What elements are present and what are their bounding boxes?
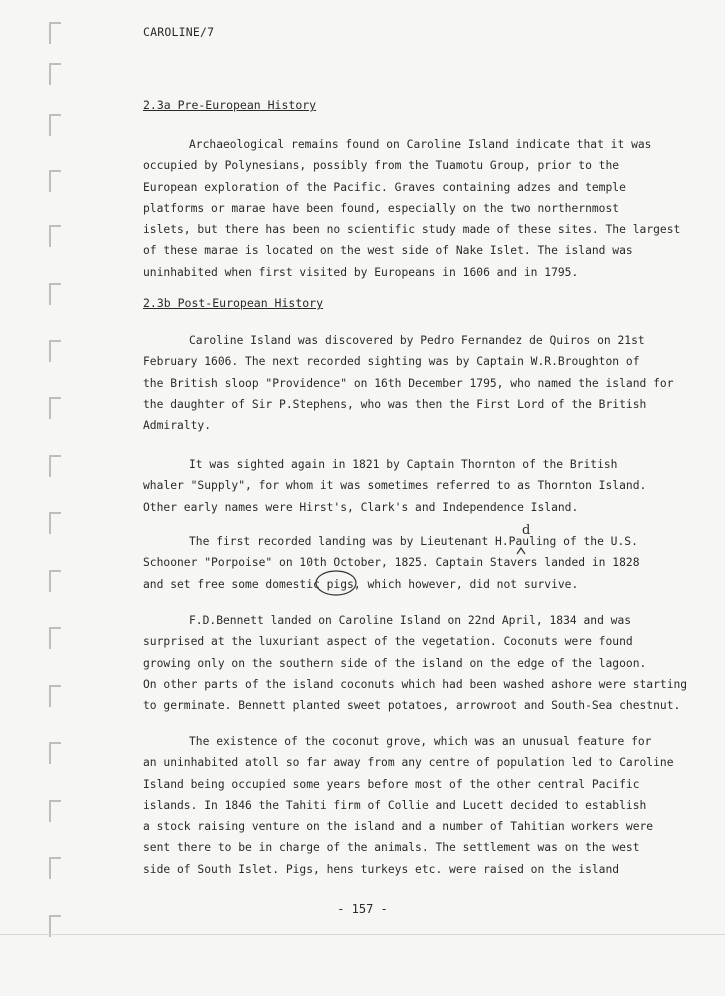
binder-hole-mark (49, 627, 61, 649)
section-heading-pre-european: 2.3a Pre-European History (143, 98, 317, 112)
binder-hole-mark (49, 857, 61, 879)
text-line: sent there to be in charge of the animals. The settlement was on the west (143, 841, 640, 855)
text-line: and set free some domestic pigs, which however, did not survive. (143, 577, 579, 591)
paragraph (143, 330, 678, 436)
binder-hole-mark (49, 114, 61, 136)
text-line: It was sighted again in 1821 by Captain Thornton of the British (189, 458, 618, 471)
binder-hole-mark (49, 742, 61, 764)
binder-hole-mark (49, 340, 61, 362)
paragraph (143, 134, 681, 283)
text-line: Caroline Island was discovered by Pedro Fernandez de Quiros on 21st (189, 334, 645, 347)
binder-hole-mark (49, 685, 61, 707)
paragraph (143, 610, 688, 716)
paragraph (143, 454, 678, 518)
text-line: of these marae is located on the west side of Nake Islet. The island was (143, 244, 633, 258)
text-line: European exploration of the Pacific. Graves containing adzes and temple (143, 180, 626, 194)
binder-hole-mark (49, 397, 61, 419)
binder-hole-mark (49, 570, 61, 592)
text-line: Island being occupied some years before most of the other central Pacific (143, 777, 640, 791)
text-line: The existence of the coconut grove, which was an unusual feature for (189, 735, 652, 748)
caret-icon (516, 547, 526, 555)
text-line: Schooner "Porpoise" on 10th October, 1825. Captain Stavers landed in 1828 (143, 556, 640, 570)
page-header-ref: CAROLINE/7 (143, 25, 215, 39)
text-line: islands. In 1846 the Tahiti firm of Collie and Lucett decided to establish (143, 798, 647, 812)
text-line: On other parts of the island coconuts which had been washed ashore were starting (143, 677, 688, 691)
text-line: to germinate. Bennett planted sweet potatoes, arrowroot and South-Sea chestnut. (143, 699, 681, 713)
binder-hole-mark (49, 22, 61, 44)
circle-annotation-icon (314, 569, 358, 597)
text-line: F.D.Bennett landed on Caroline Island on 22nd April, 1834 and was (189, 614, 632, 627)
text-line: whaler "Supply", for whom it was sometimes referred to as Thornton Island. (143, 479, 647, 493)
text-line: occupied by Polynesians, possibly from the Tuamotu Group, prior to the (143, 159, 620, 173)
handwritten-insert-mark: d (522, 523, 531, 538)
text-line: side of South Islet. Pigs, hens turkeys etc. were raised on the island (143, 862, 620, 876)
binder-hole-mark (49, 512, 61, 534)
text-line: Archaeological remains found on Caroline Island indicate that it was (189, 138, 652, 151)
binder-hole-mark (49, 225, 61, 247)
section-heading-post-european: 2.3b Post-European History (143, 296, 324, 310)
text-line: platforms or marae have been found, especially on the two northernmost (143, 201, 620, 215)
text-line: islets, but there has been no scientific study made of these sites. The largest (143, 223, 681, 237)
binder-hole-mark (49, 283, 61, 305)
text-line: an uninhabited atoll so far away from any centre of population led to Caroline (143, 756, 674, 770)
paragraph (143, 531, 678, 595)
text-line: Admiralty. (143, 419, 212, 433)
text-line: surprised at the luxuriant aspect of the vegetation. Coconuts were found (143, 635, 633, 649)
page-number: - 157 - (337, 902, 388, 916)
binder-hole-mark (49, 455, 61, 477)
text-line: Other early names were Hirst's, Clark's and Independence Island. (143, 500, 579, 514)
binder-hole-mark (49, 170, 61, 192)
text-line: growing only on the southern side of the island on the edge of the lagoon. (143, 656, 647, 670)
text-line: the daughter of Sir P.Stephens, who was then the First Lord of the British (143, 397, 647, 411)
text-line: The first recorded landing was by Lieutenant H.Pauling of the U.S. (189, 535, 638, 548)
text-line: a stock raising venture on the island and a number of Tahitian workers were (143, 820, 654, 834)
paragraph (143, 731, 678, 880)
binder-hole-mark (49, 800, 61, 822)
page-fold-line (0, 934, 725, 935)
text-line: the British sloop "Providence" on 16th December 1795, who named the island for (143, 376, 674, 390)
text-line: February 1606. The next recorded sighting was by Captain W.R.Broughton of (143, 355, 640, 369)
text-line: uninhabited when first visited by Europeans in 1606 and in 1795. (143, 265, 579, 279)
binder-hole-mark (49, 63, 61, 85)
